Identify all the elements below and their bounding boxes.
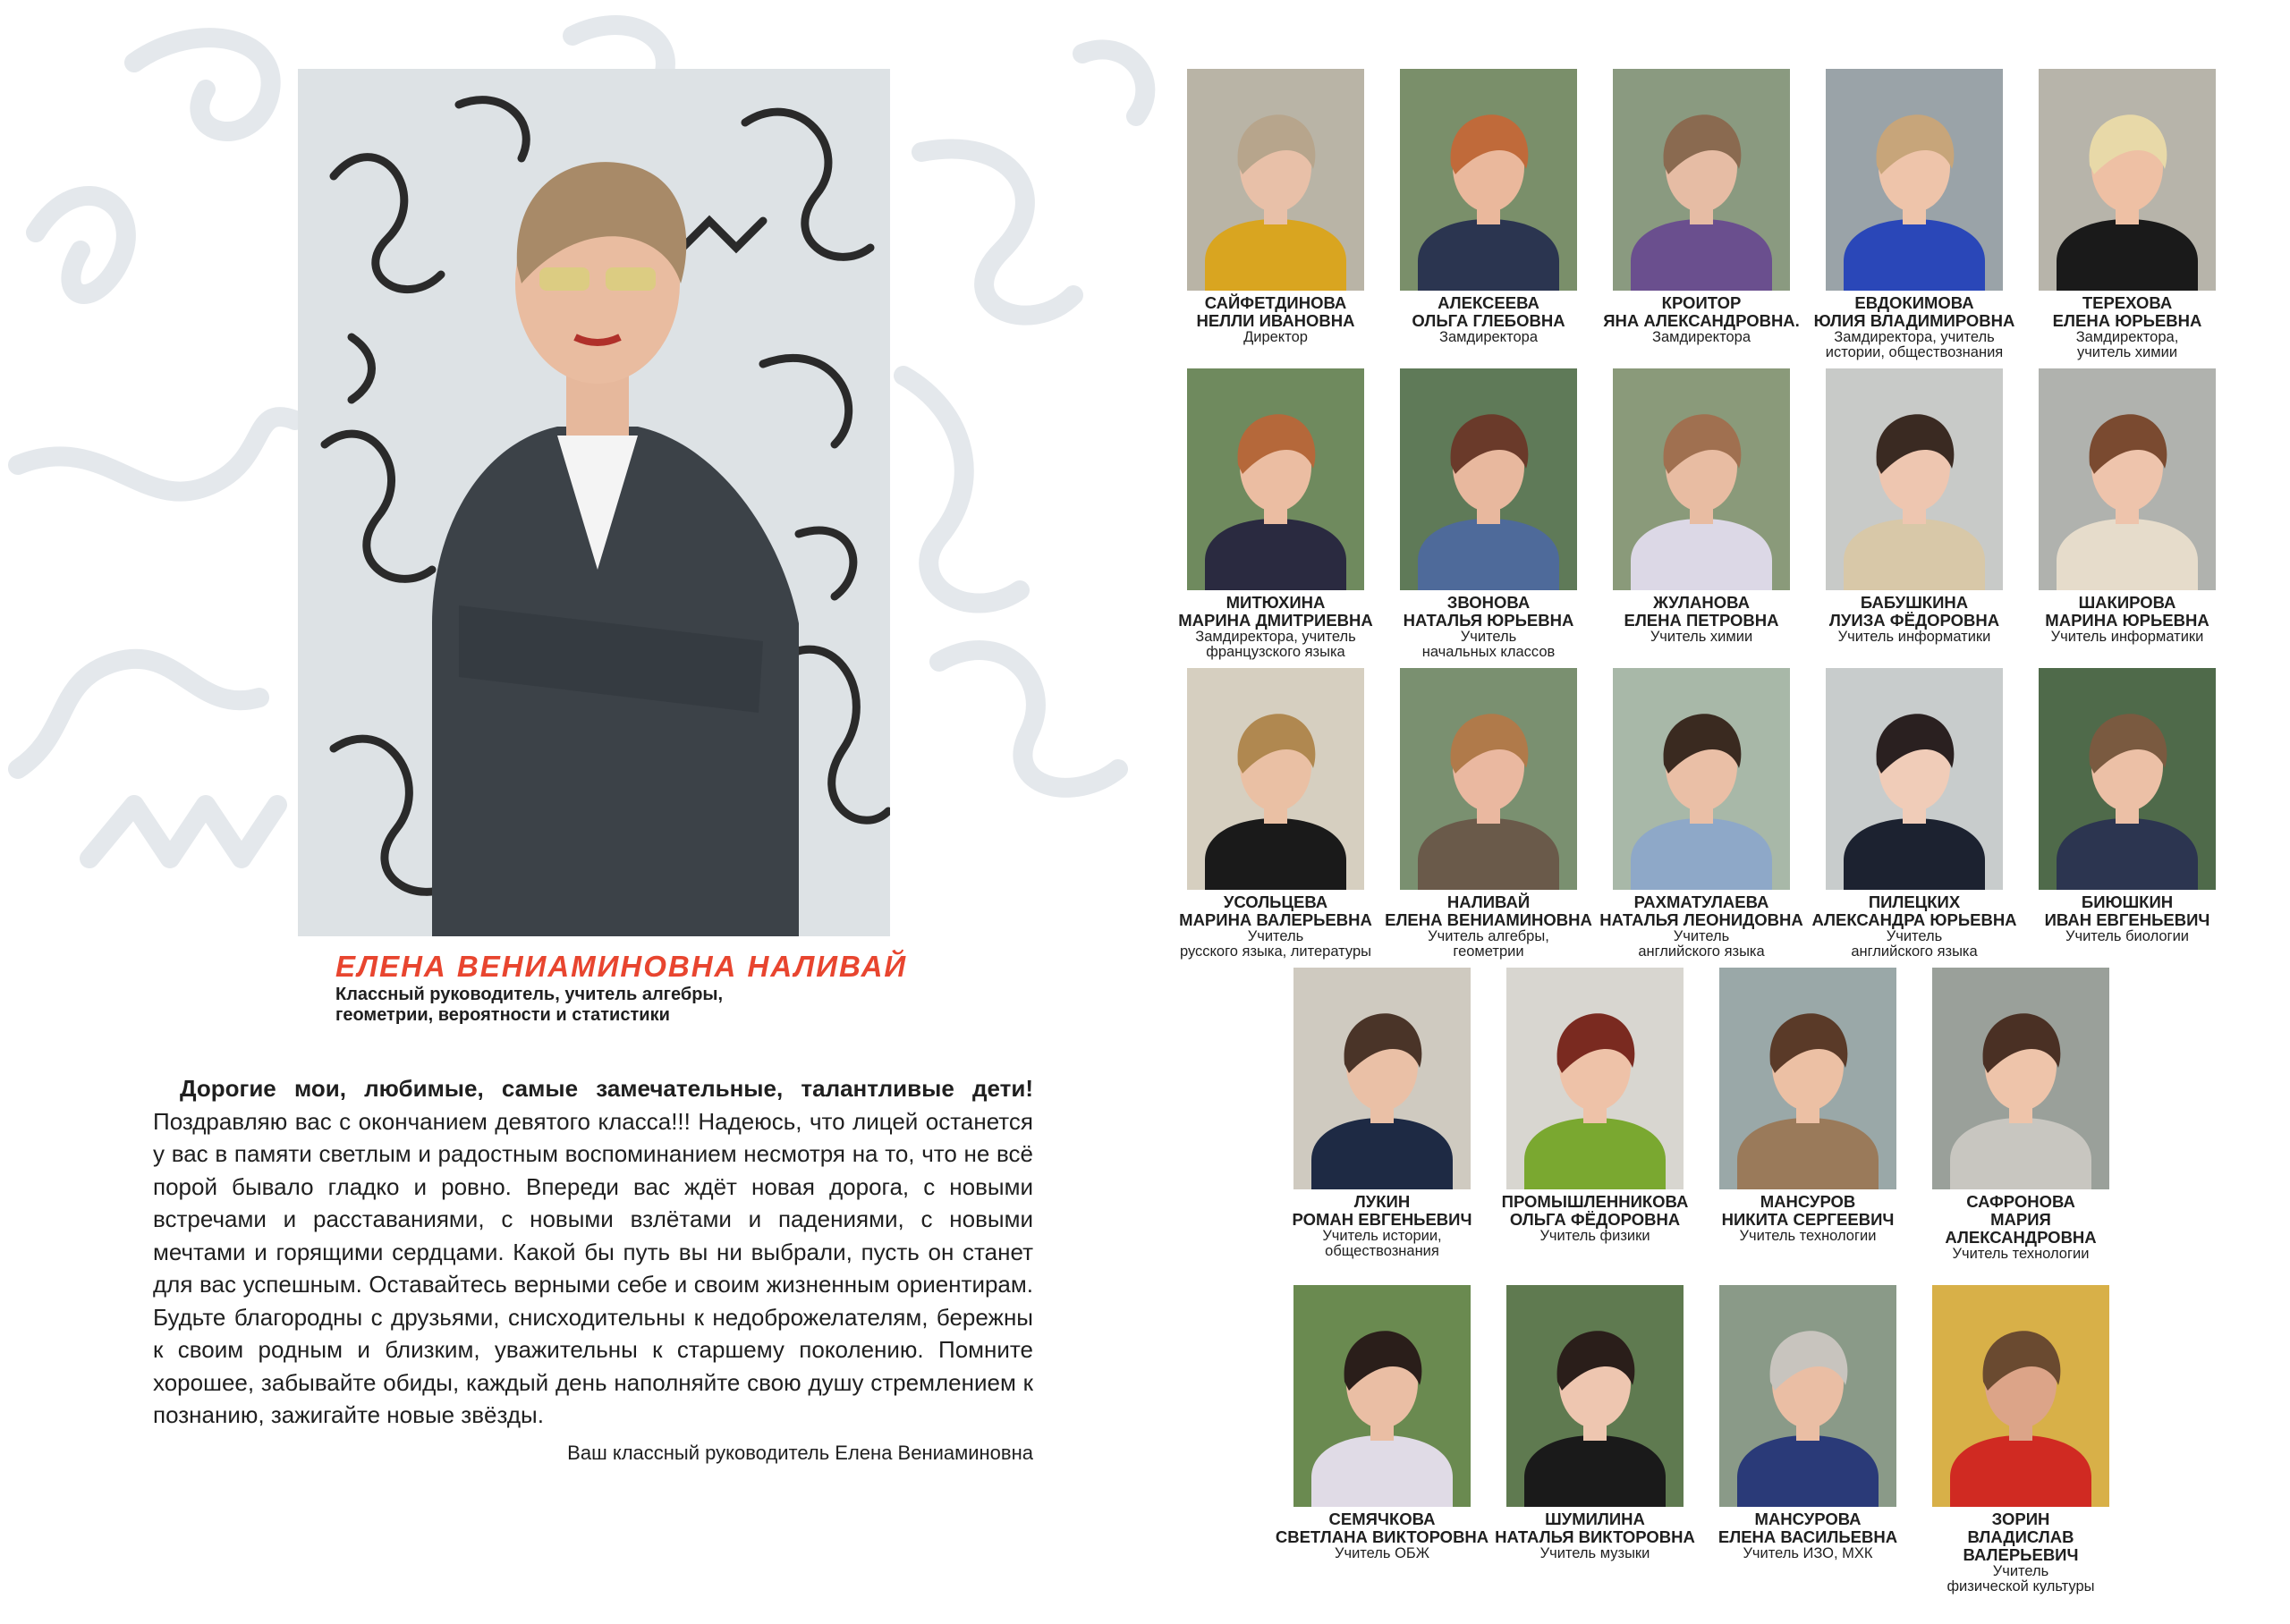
teacher-role: Учитель ОБЖ <box>1334 1545 1429 1561</box>
teacher-name: КРОИТОР ЯНА АЛЕКСАНДРОВНА. <box>1603 293 1800 330</box>
teacher-role: Замдиректора <box>1439 329 1538 345</box>
teacher-name: СЕМЯЧКОВА СВЕТЛАНА ВИКТОРОВНА <box>1275 1510 1489 1546</box>
teacher-card <box>1168 368 1383 660</box>
teacher-card <box>1168 69 1383 345</box>
teacher-card <box>1807 668 2022 960</box>
teacher-role: Учитель английского языка <box>1638 928 1765 960</box>
teacher-card <box>2020 368 2235 645</box>
teacher-role: Учитель ИЗО, МХК <box>1743 1545 1873 1561</box>
teacher-card <box>2020 69 2235 360</box>
teacher-name: ПРОМЫШЛЕННИКОВА ОЛЬГА ФЁДОРОВНА <box>1501 1192 1689 1229</box>
teacher-name: ТЕРЕХОВА ЕЛЕНА ЮРЬЕВНА <box>2052 293 2202 330</box>
teacher-card <box>1488 1285 1702 1561</box>
teacher-name: БАБУШКИНА ЛУИЗА ФЁДОРОВНА <box>1828 593 2000 630</box>
teacher-role: Учитель физики <box>1539 1228 1650 1244</box>
teacher-card <box>1381 668 1596 960</box>
teacher-name: ШУМИЛИНА НАТАЛЬЯ ВИКТОРОВНА <box>1495 1510 1695 1546</box>
letter-signature: Ваш классный руководитель Елена Вениаминовна <box>567 1442 1033 1464</box>
congratulation-letter <box>153 1072 1033 1432</box>
teacher-name: ШАКИРОВА МАРИНА ЮРЬЕВНА <box>2045 593 2209 630</box>
teacher-photo <box>1932 968 2109 1189</box>
teacher-role: Учитель технологии <box>1952 1246 2090 1262</box>
teacher-role: Учитель информатики <box>2050 629 2204 645</box>
teacher-photo <box>1932 1285 2109 1507</box>
teacher-name: АЛЕКСЕЕВА ОЛЬГА ГЛЕБОВНА <box>1412 293 1565 330</box>
main-teacher-name: ЕЛЕНА ВЕНИАМИНОВНА НАЛИВАЙ <box>335 950 908 983</box>
teacher-card <box>2020 668 2235 944</box>
teacher-card <box>1381 69 1596 345</box>
teacher-photo <box>1613 668 1790 890</box>
teacher-photo <box>1187 368 1364 590</box>
teacher-name: МАНСУРОВ НИКИТА СЕРГЕЕВИЧ <box>1721 1192 1895 1229</box>
teacher-role: Учитель русского языка, литературы <box>1179 928 1372 960</box>
teacher-name: РАХМАТУЛАЕВА НАТАЛЬЯ ЛЕОНИДОВНА <box>1599 892 1803 929</box>
teacher-name: ЕВДОКИМОВА ЮЛИЯ ВЛАДИМИРОВНА <box>1813 293 2015 330</box>
letter-greeting: Дорогие мои, любимые, самые замечательные, талантливые дети! <box>180 1075 1033 1102</box>
teacher-photo <box>1400 668 1577 890</box>
teacher-role: Учитель истории, обществознания <box>1322 1228 1442 1259</box>
teacher-role: Замдиректора, учитель химии <box>2075 329 2179 360</box>
teacher-role: Замдиректора, учитель истории, обществознания <box>1825 329 2004 360</box>
teacher-photo <box>1719 1285 1896 1507</box>
teacher-card <box>1913 968 2128 1262</box>
teacher-photo <box>2039 69 2216 291</box>
teacher-name: ЖУЛАНОВА ЕЛЕНА ПЕТРОВНА <box>1624 593 1779 630</box>
teacher-name: ЛУКИН РОМАН ЕВГЕНЬЕВИЧ <box>1292 1192 1472 1229</box>
teacher-role: Учитель технологии <box>1739 1228 1877 1244</box>
teacher-photo <box>1187 69 1364 291</box>
teacher-photo <box>1826 668 2003 890</box>
teacher-photo <box>1719 968 1896 1189</box>
teacher-role: Учитель химии <box>1650 629 1753 645</box>
teacher-name: ЗОРИН ВЛАДИСЛАВ ВАЛЕРЬЕВИЧ <box>1963 1510 2079 1564</box>
teacher-photo <box>1826 69 2003 291</box>
teacher-photo <box>1613 368 1790 590</box>
teacher-role: Учитель начальных классов <box>1421 629 1556 660</box>
teacher-role: Учитель биологии <box>2065 928 2190 944</box>
teacher-photo <box>2039 368 2216 590</box>
teacher-role: Замдиректора, учитель французского языка <box>1195 629 1356 660</box>
teacher-role: Учитель физической культуры <box>1946 1563 2095 1594</box>
teacher-card <box>1807 368 2022 645</box>
teacher-photo <box>1293 1285 1471 1507</box>
teacher-name: УСОЛЬЦЕВА МАРИНА ВАЛЕРЬЕВНА <box>1179 892 1372 929</box>
teacher-card <box>1807 69 2022 360</box>
teacher-name: САЙФЕТДИНОВА НЕЛЛИ ИВАНОВНА <box>1196 293 1355 330</box>
main-portrait-photo <box>298 69 890 936</box>
teacher-card <box>1701 1285 1915 1561</box>
teacher-card <box>1913 1285 2128 1594</box>
teacher-role: Замдиректора <box>1652 329 1751 345</box>
teacher-photo <box>1400 69 1577 291</box>
teacher-role: Учитель английского языка <box>1851 928 1978 960</box>
teacher-card <box>1275 1285 1489 1561</box>
teacher-card <box>1488 968 1702 1244</box>
teacher-photo <box>1826 368 2003 590</box>
teacher-name: ЗВОНОВА НАТАЛЬЯ ЮРЬЕВНА <box>1403 593 1574 630</box>
teacher-role: Учитель музыки <box>1539 1545 1650 1561</box>
teacher-photo <box>2039 668 2216 890</box>
teacher-card <box>1381 368 1596 660</box>
teacher-photo <box>1613 69 1790 291</box>
letter-body: Поздравляю вас с окончанием девятого класса!!! Надеюсь, что лицей останется у вас в памяти светлым и радостным воспоминанием несмотря на то, что не всё порой бывало гладко и ровно. Впереди вас ждёт новая дорога, с новыми встречами и расставаниями, с новыми взлётами и падениями, с новыми мечтами и горящими сердцами. Какой бы путь вы ни выбрали, пусть он станет для вас успешным. Оставайтесь верными себе и своим жизненным ориентирам. Будьте благородны с друзьями, снисходительны к недоброжелателям, бережны к своим родным и близким, уважительны к старшему поколению. Помните хорошее, забывайте обиды, каждый день наполняйте свою душу стремлением к познанию, зажигайте новые звёзды. <box>153 1107 1033 1428</box>
teacher-card <box>1168 668 1383 960</box>
teacher-photo <box>1400 368 1577 590</box>
teacher-card <box>1594 368 1809 645</box>
teacher-role: Директор <box>1243 329 1308 345</box>
teacher-name: МИТЮХИНА МАРИНА ДМИТРИЕВНА <box>1178 593 1373 630</box>
teacher-name: МАНСУРОВА ЕЛЕНА ВАСИЛЬЕВНА <box>1718 1510 1898 1546</box>
main-teacher-role: Классный руководитель, учитель алгебры, геометрии, вероятности и статистики <box>335 985 724 1025</box>
teacher-card <box>1275 968 1489 1259</box>
teacher-name: БИЮШКИН ИВАН ЕВГЕНЬЕВИЧ <box>2044 892 2210 929</box>
teacher-card <box>1594 69 1809 345</box>
teacher-photo <box>1506 1285 1684 1507</box>
teacher-photo <box>1187 668 1364 890</box>
teacher-name: САФРОНОВА МАРИЯ АЛЕКСАНДРОВНА <box>1945 1192 2097 1247</box>
teacher-photo <box>1293 968 1471 1189</box>
teacher-photo <box>1506 968 1684 1189</box>
teacher-name: НАЛИВАЙ ЕЛЕНА ВЕНИАМИНОВНА <box>1385 892 1592 929</box>
teacher-role: Учитель информатики <box>1837 629 1991 645</box>
teacher-card <box>1594 668 1809 960</box>
teacher-card <box>1701 968 1915 1244</box>
teacher-name: ПИЛЕЦКИХ АЛЕКСАНДРА ЮРЬЕВНА <box>1811 892 2017 929</box>
teacher-role: Учитель алгебры, геометрии <box>1428 928 1549 960</box>
